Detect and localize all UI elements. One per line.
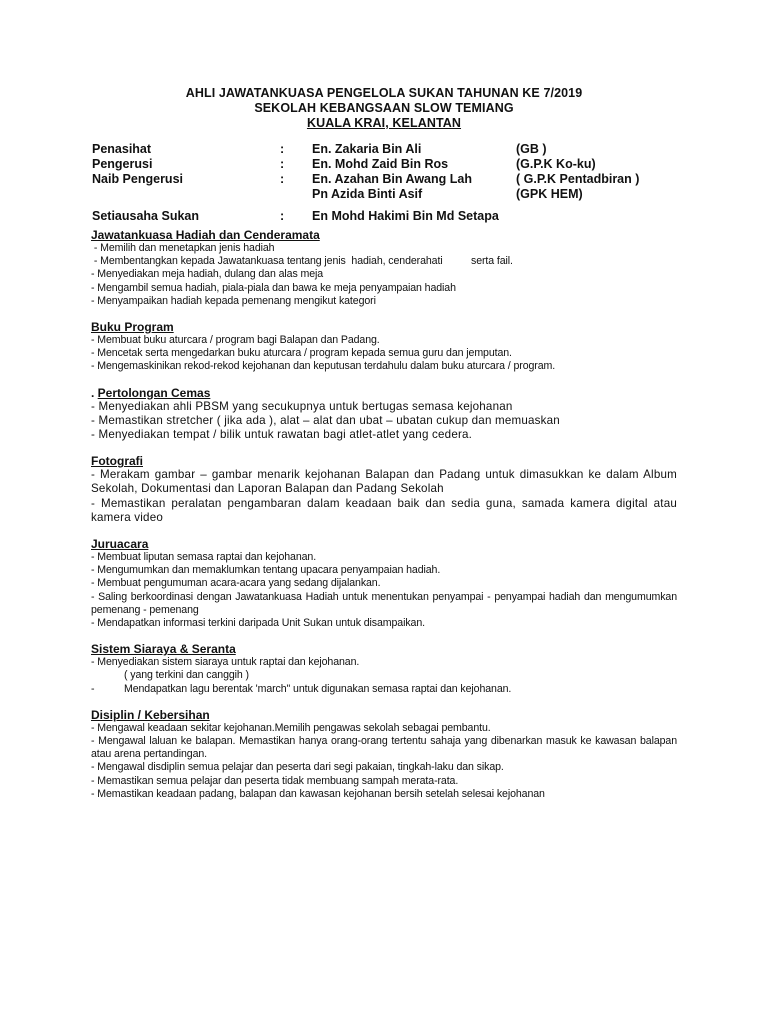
officer-post: (G.P.K Ko-ku) [516, 157, 596, 171]
list-item: - Membuat pengumuman acara-acara yang sedang dijalankan. [91, 577, 381, 590]
list-item: - Mengumumkan dan memaklumkan tentang upacara penyampaian hadiah. [91, 564, 441, 577]
section-siaraya [91, 642, 677, 696]
list-item [91, 683, 677, 696]
section-fotografi [91, 454, 677, 525]
title-line-3-text: KUALA KRAI, KELANTAN [306, 116, 462, 130]
section-title: Sistem Siaraya & Seranta [91, 642, 236, 657]
officer-name: En Mohd Hakimi Bin Md Setapa [312, 209, 499, 223]
officer-row [92, 142, 712, 157]
title-line-3 [0, 116, 768, 131]
list-item: - Mengawal keadaan sekitar kejohanan.Memilih pengawas sekolah sebagai pembantu. [91, 721, 491, 734]
title-line-1: AHLI JAWATANKUASA PENGELOLA SUKAN TAHUNAN KE 7/2019 [185, 86, 583, 100]
section-title: Fotografi [91, 454, 143, 469]
list-item: - Membentangkan kepada Jawatankuasa tentang jenis hadiah, cenderahati serta fail. [91, 255, 513, 268]
section-heading [91, 386, 677, 400]
officer-role: Pengerusi [92, 157, 153, 171]
officer-row [92, 187, 712, 202]
committee-sections [91, 228, 677, 801]
section-title: Jawatankuasa Hadiah dan Cenderamata [91, 228, 320, 242]
list-item: - Mengemaskinikan rekod-rekod kejohanan dan keputusan terdahulu dalam buku aturcara / program. [91, 360, 556, 373]
list-dash: - [91, 682, 95, 695]
section-title-prefix: . [91, 385, 98, 400]
list-item: - Saling berkoordinasi dengan Jawatankuasa Hadiah untuk menentukan penyampai - penyampai hadiah dan mengumumkan pemenang - pemenang [91, 590, 677, 616]
list-item: - Membuat liputan semasa raptai dan kejohanan. [91, 551, 317, 564]
section-hadiah [91, 228, 677, 308]
officer-colon: : [280, 209, 285, 223]
list-item: - Memastikan keadaan padang, balapan dan kawasan kejohanan bersih setelah selesai kejohanan [91, 787, 545, 800]
officer-colon: : [280, 157, 285, 171]
document-title [0, 86, 768, 131]
officer-name: En. Azahan Bin Awang Lah [312, 172, 472, 186]
officer-colon: : [280, 172, 285, 186]
list-item: - Mengawal disdiplin semua pelajar dan peserta dari segi pakaian, tingkah-laku dan sikap. [91, 761, 504, 774]
list-item: - Mengambil semua hadiah, piala-piala dan bawa ke meja penyampaian hadiah [91, 281, 456, 294]
section-title: Buku Program [91, 320, 174, 335]
officer-role: Setiausaha Sukan [92, 209, 199, 223]
list-item: - Mencetak serta mengedarkan buku aturcara / program kepada semua guru dan jemputan. [91, 347, 512, 360]
section-title: Pertolongan Cemas [97, 385, 211, 400]
officer-colon: : [280, 142, 285, 156]
officer-name: Pn Azida Binti Asif [312, 187, 423, 201]
list-item: - Memastikan peralatan pengambaran dalam keadaan baik dan sedia guna, samada kamera digital atau kamera video [91, 496, 677, 524]
list-item: - Memilih dan menetapkan jenis hadiah [91, 242, 275, 254]
section-title: Disiplin / Kebersihan [91, 707, 210, 722]
officer-role: Naib Pengerusi [92, 172, 183, 186]
list-item: - Memastikan stretcher ( jika ada ), alat – alat dan ubat – ubatan cukup dan memuaskan [91, 413, 560, 427]
officer-row [92, 172, 712, 187]
list-item: - Mendapatkan informasi terkini daripada Unit Sukan untuk disampaikan. [91, 617, 425, 630]
list-item: - Menyampaikan hadiah kepada pemenang mengikut kategori [91, 294, 376, 307]
list-item: - Menyediakan sistem siaraya untuk raptai dan kejohanan. [91, 656, 360, 669]
list-item: - Menyediakan meja hadiah, dulang dan alas meja [91, 268, 324, 281]
section-disiplin [91, 708, 677, 801]
list-item-continuation: ( yang terkini dan canggih ) [124, 669, 249, 682]
section-juruacara [91, 537, 677, 630]
officer-row [92, 209, 712, 224]
officer-post: (GB ) [516, 142, 547, 156]
officer-post: ( G.P.K Pentadbiran ) [516, 172, 640, 186]
list-item: - Mengawal laluan ke balapan. Memastikan hanya orang-orang tertentu sahaja yang dibenarkan masuk ke kawasan balapan atau arena pertandingan. [91, 735, 677, 761]
officer-row [92, 157, 712, 172]
list-item: - Memastikan semua pelajar dan peserta tidak membuang sampah merata-rata. [91, 774, 459, 787]
officer-role: Penasihat [92, 142, 152, 156]
officer-post: (GPK HEM) [516, 187, 583, 201]
list-item: - Menyediakan tempat / bilik untuk rawatan bagi atlet-atlet yang cedera. [91, 428, 473, 442]
title-line-2: SEKOLAH KEBANGSAAN SLOW TEMIANG [254, 101, 514, 115]
section-buku-program [91, 320, 677, 374]
section-title: Juruacara [91, 537, 149, 552]
officer-name: En. Mohd Zaid Bin Ros [312, 157, 449, 171]
officer-name: En. Zakaria Bin Ali [312, 142, 422, 156]
list-item: - Merakam gambar – gambar menarik kejohanan Balapan dan Padang untuk dimasukkan ke dalam Album Sekolah, Dokumentasi dan Laporan Balapan dan Padang Sekolah [91, 468, 677, 496]
section-pertolongan-cemas [91, 386, 677, 443]
list-item: - Membuat buku aturcara / program bagi Balapan dan Padang. [91, 334, 380, 347]
list-item-text: Mendapatkan lagu berentak 'march" untuk digunakan semasa raptai dan kejohanan. [124, 682, 512, 695]
list-item: - Menyediakan ahli PBSM yang secukupnya untuk bertugas semasa kejohanan [91, 399, 513, 413]
officer-list [92, 142, 712, 224]
